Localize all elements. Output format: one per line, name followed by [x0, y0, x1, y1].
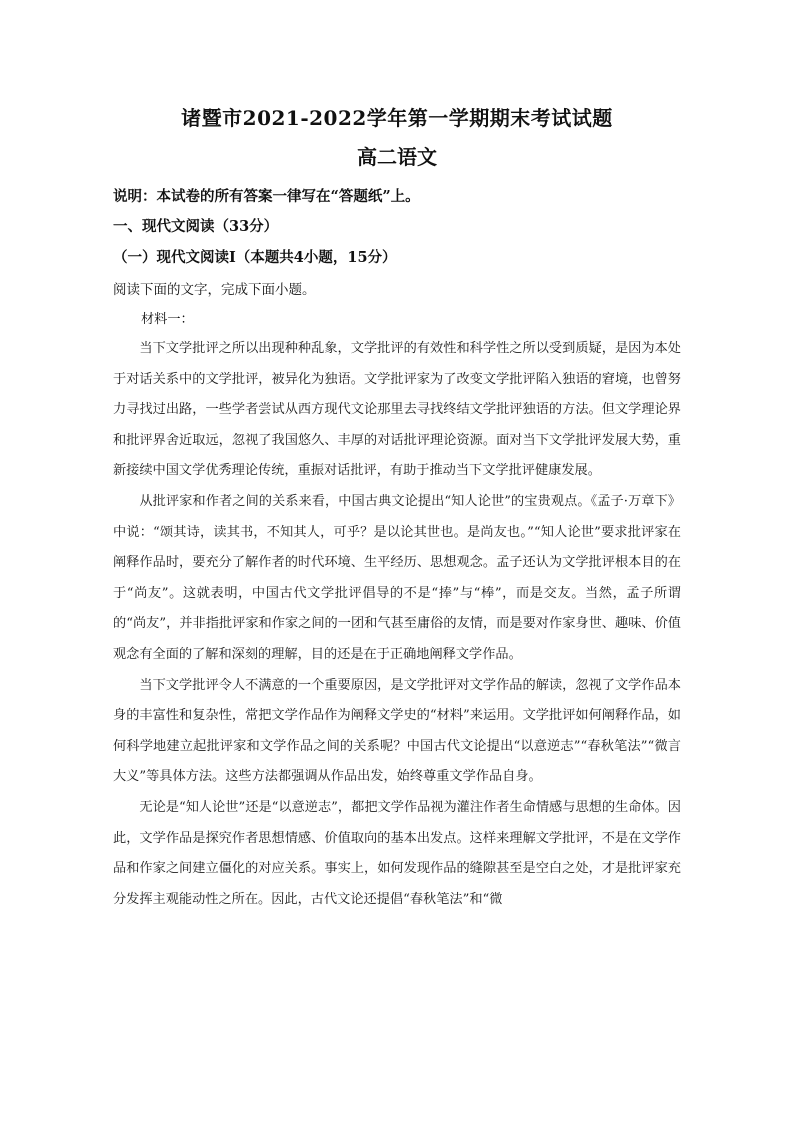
- exam-subject: 高二语文: [357, 145, 437, 169]
- passage-body: [113, 334, 681, 915]
- passage-paragraph: 无论是“知人论世”还是“以意逆志”，都把文学作品视为灌注作者生命情感与思想的生命体。因此，文学作品是探究作者思想情感、价值取向的基本出发点。这样来理解文学批评，不是在文学作品和作家之间建立僵化的对应关系。事实上，如何发现作品的缝隙甚至是空白之处，才是批评家充分发挥主观能动性之所在。因此，古代文论还提倡“春秋笔法”和“微: [113, 799, 681, 907]
- exam-title: 诸暨市2021-2022学年第一学期期末考试试题: [181, 106, 613, 130]
- passage-paragraph: 当下文学批评令人不满意的一个重要原因，是文学批评对文学作品的解读，忽视了文学作品本身的丰富性和复杂性，常把文学作品作为阐释文学史的“材料”来运用。文学批评如何阐释作品，如何科学地建立起批评家和文学作品之间的关系呢？中国古代文论提出“以意逆志”“春秋笔法”“微言大义”等具体方法。这些方法都强调从作品出发，始终尊重文学作品自身。: [113, 677, 681, 785]
- passage-paragraph: 从批评家和作者之间的关系来看，中国古典文论提出“知人论世”的宝贵观点。《孟子·万章下》中说：“颂其诗，读其书，不知其人，可乎？是以论其世也。是尚友也。”“知人论世”要求批评家在阐释作品时，要充分了解作者的时代环境、生平经历、思想观念。孟子还认为文学批评根本目的在于“尚友”。这就表明，中国古代文学批评倡导的不是“捧”与“棒”，而是交友。当然，孟子所谓的“尚友”，并非指批评家和作家之间的一团和气甚至庸俗的友情，而是要对作家身世、趣味、价值观念有全面的了解和深刻的理解，目的还是在于正确地阐释文学作品。: [113, 493, 681, 662]
- material-label: 材料一：: [141, 312, 194, 327]
- reading-prompt: 阅读下面的文字，完成下面小题。: [113, 282, 316, 298]
- subsection-heading: （一）现代文阅读Ⅰ（本题共4小题，15分）: [113, 249, 397, 266]
- section-heading: 一、现代文阅读（33分）: [113, 218, 279, 235]
- passage-paragraph: 当下文学批评之所以出现种种乱象，文学批评的有效性和科学性之所以受到质疑，是因为本处于对话关系中的文学批评，被异化为独语。文学批评家为了改变文学批评陷入独语的窘境，也曾努力寻找过出路，一些学者尝试从西方现代文论那里去寻找终结文学批评独语的方法。但文学理论界和批评界舍近取远，忽视了我国悠久、丰厚的对话批评理论资源。面对当下文学批评发展大势，重新接续中国文学优秀理论传统，重振对话批评，有助于推动当下文学批评健康发展。: [113, 341, 681, 479]
- exam-instruction: 说明：本试卷的所有答案一律写在“答题纸”上。: [113, 188, 420, 205]
